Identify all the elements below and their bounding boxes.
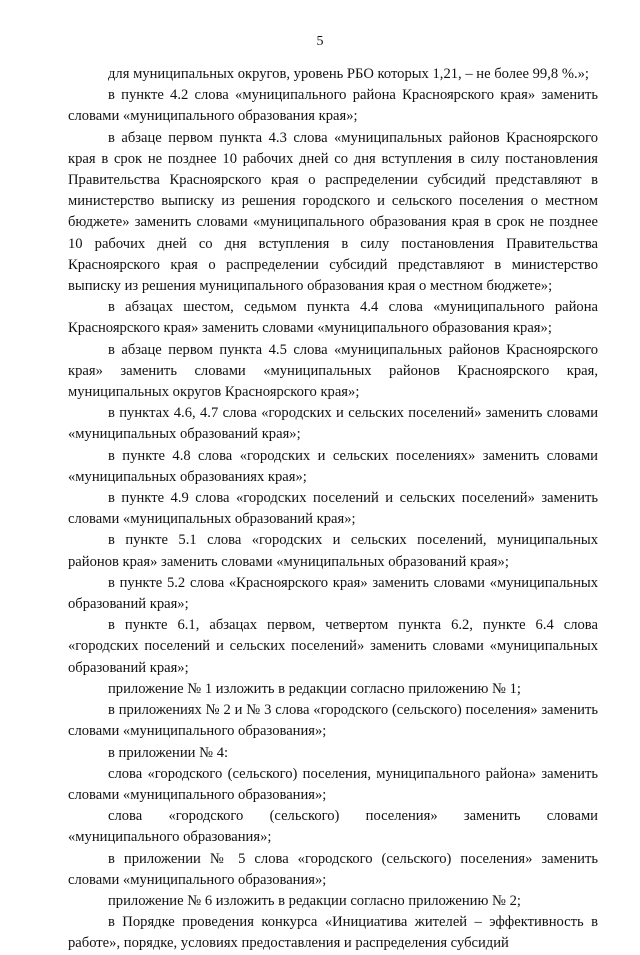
paragraph: приложение № 6 изложить в редакции согласно приложению № 2; — [108, 892, 521, 909]
paragraph: слова «городского (сельского) поселения, муниципального района» заменить словами «муниципального образования»; — [68, 765, 598, 803]
paragraph: в пункте 5.2 слова «Красноярского края» заменить словами «муниципальных образований края»; — [68, 574, 598, 613]
paragraph: в абзацах шестом, седьмом пункта 4.4 слова «муниципального района Красноярского края» заменить словами «муниципального образования края»; — [68, 299, 598, 337]
paragraph: в пунктах 4.6, 4.7 слова «городских и сельских поселений» заменить словами «муниципальных образований края»; — [68, 405, 598, 443]
paragraph: слова «городского (сельского) поселения» заменить словами «муниципального образования»; — [68, 808, 598, 846]
paragraph: в пункте 6.1, абзацах первом, четвертом пункта 6.2, пункте 6.4 слова «городских поселений и сельских поселений» заменить словами «муниципальных образований края»; — [68, 617, 598, 676]
paragraph: в Порядке проведения конкурса «Инициатива жителей – эффективность в работе», порядке, условиях предоставления и распределения субсидий — [68, 914, 598, 952]
document-body — [68, 64, 598, 955]
paragraph: в абзаце первом пункта 4.5 слова «муниципальных районов Красноярского края» заменить словами «муниципальных районов Красноярского края, муниципальных округов Красноярского края»; — [68, 341, 598, 401]
paragraph: в пункте 4.8 слова «городских и сельских поселениях» заменить словами «муниципальных образованиях края»; — [68, 447, 598, 485]
paragraph: в приложении № 5 слова «городского (сельского) поселения» заменить словами «муниципального образования»; — [68, 850, 598, 888]
paragraph: в пункте 5.1 слова «городских и сельских поселений, муниципальных районов края» заменить словами «муниципальных образований края»; — [68, 532, 598, 570]
paragraph: в приложении № 4: — [108, 744, 229, 761]
paragraph: приложение № 1 изложить в редакции согласно приложению № 1; — [108, 680, 521, 697]
paragraph: в приложениях № 2 и № 3 слова «городского (сельского) поселения» заменить словами «муниципального образования»; — [68, 702, 598, 740]
page-number: 5 — [316, 34, 324, 49]
paragraph: для муниципальных округов, уровень РБО которых 1,21, – не более 99,8 %.»; — [108, 66, 589, 82]
paragraph: в пункте 4.2 слова «муниципального района Красноярского края» заменить словами «муниципального образования края»; — [68, 87, 598, 125]
paragraph: в абзаце первом пункта 4.3 слова «муниципальных районов Красноярского края в срок не позднее 10 рабочих дней со дня вступления в силу постановления Правительства Красноярского края о распределении субсидий представляют в министерство выписку из решения городского и сельского поселения о местном бюджете» заменить словами «муниципального образования края в срок не позднее 10 рабочих дней со дня вступления в силу постановления Правительства Красноярского края о распределении субсидий представляют в министерство выписку из решения муниципального образования края о местном бюджете»; — [68, 129, 598, 295]
paragraph: в пункте 4.9 слова «городских поселений и сельских поселений» заменить словами «муниципальных образований края»; — [68, 490, 598, 528]
